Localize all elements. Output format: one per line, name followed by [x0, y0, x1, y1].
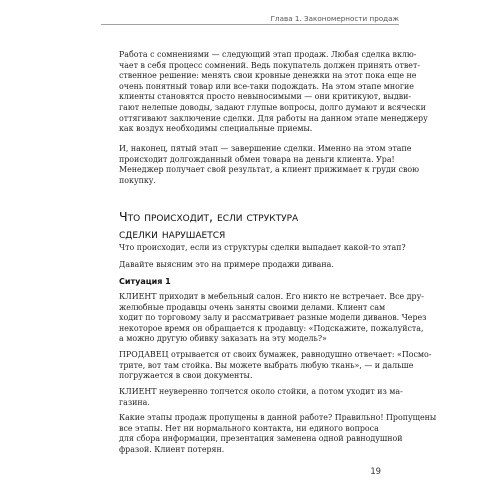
heading-line: Что происходит, если структура: [119, 209, 299, 224]
situation-heading: Ситуация 1: [119, 277, 171, 286]
paragraph-question: [119, 243, 406, 254]
running-header: [101, 8, 399, 28]
text-line: газина.: [119, 397, 150, 407]
paragraph-doubts: [119, 50, 428, 135]
text-line: трите, вот там стойка. Вы можете выбрать любую ткань», — и дальше: [119, 360, 414, 370]
header-rule: [101, 24, 399, 25]
text-line: все этапы. Нет ни нормального контакта, ни единого вопроса: [119, 423, 379, 433]
text-line: погружается в свои документы.: [119, 371, 253, 381]
paragraph-seller: [119, 350, 432, 382]
text-line: Какие этапы продаж пропущены в данной работе? Правильно! Пропущены: [119, 413, 437, 422]
text-line: покупку.: [119, 175, 156, 185]
paragraph-client: [119, 292, 427, 345]
text-line: Что происходит, если из структуры сделки выпадает какой-то этап?: [119, 243, 406, 252]
text-line: гают нелепые доводы, задают глупые вопросы, долго думают и всячески: [119, 102, 426, 112]
text-line: КЛИЕНТ приходит в мебельный салон. Его никто не встречает. Все дру-: [119, 292, 424, 301]
text-line: фразой. Клиент потерян.: [119, 444, 225, 454]
text-line: а можно другую обивку заказать на эту модель?»: [119, 334, 327, 344]
text-line: как воздух необходимы специальные приемы.: [119, 124, 313, 134]
text-line: чает в себя процесс сомнений. Ведь покупатель должен принять ответ-: [119, 60, 421, 70]
text-line: клиенты становятся просто невыносимыми — они критикуют, выдви-: [119, 92, 412, 102]
text-line: желюбные продавцы очень заняты своими делами. Клиент сам: [119, 302, 386, 312]
text-line: оттягивают заключение сделки. Для работы на данном этапе менеджеру: [119, 113, 428, 123]
paragraph-conclusion: [119, 413, 437, 455]
text-line: Давайте выясним это на примере продажи дивана.: [119, 260, 334, 269]
text-line: очень понятный товар или все-таки подождать. На этом этапе многие: [119, 81, 414, 91]
heading-line: сделки нарушается: [119, 226, 226, 241]
text-line: для сбора информации, презентация заменена одной равнодушной: [119, 434, 403, 444]
text-line: Работа с сомнениями — следующий этап продаж. Любая сделка вклю-: [119, 50, 417, 59]
text-line: ПРОДАВЕЦ отрывается от своих бумажек, равнодушно отвечает: «Посмо-: [119, 350, 432, 359]
paragraph-client-leaves: [119, 387, 403, 408]
text-line: КЛИЕНТ неуверенно топчется около стойки, а потом уходит из ма-: [119, 387, 403, 396]
paragraph-closing: [119, 144, 420, 186]
text-line: Менеджер получает свой результат, а клиент прижимает к груди свою: [119, 165, 420, 175]
paragraph-example: [119, 260, 381, 271]
text-line: И, наконец, пятый этап — завершение сделки. Именно на этом этапе: [119, 144, 412, 153]
text-line: ходит по торговому залу и рассматривает разные модели диванов. Через: [119, 313, 427, 323]
text-line: происходит долгожданный обмен товара на деньги клиента. Ура!: [119, 154, 395, 164]
text-line: ственное решение: менять свои кровные денежки на этот пока еще не: [119, 71, 417, 81]
chapter-title: Глава 1. Закономерности продаж: [265, 14, 399, 24]
page-number: 19: [370, 466, 381, 476]
section-heading: [119, 208, 381, 242]
text-line: некоторое время он обращается к продавцу: «Подскажите, пожалуйста,: [119, 323, 424, 333]
